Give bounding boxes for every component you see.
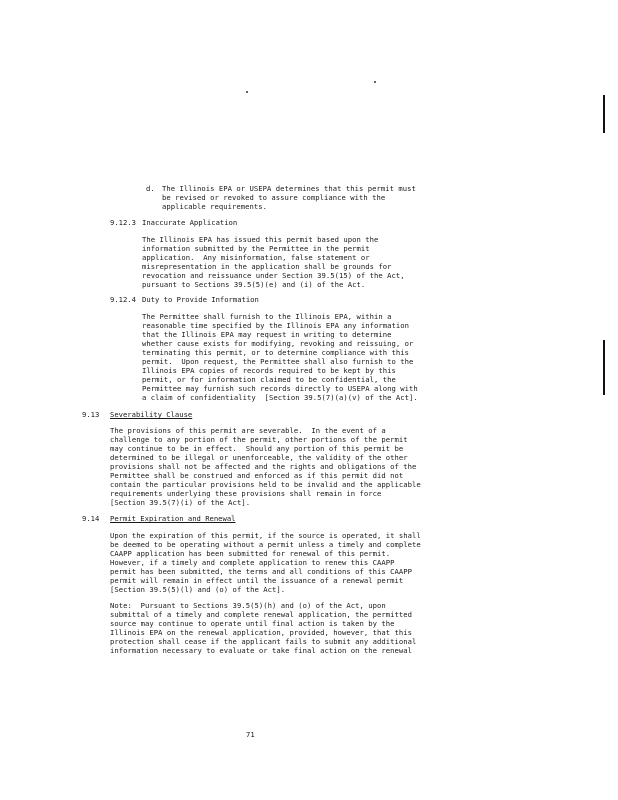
page-number: 71 bbox=[246, 730, 255, 739]
item-d-letter: d. bbox=[146, 184, 155, 193]
text-line: The Illinois EPA has issued this permit based upon the bbox=[142, 235, 379, 244]
section-title: Inaccurate Application bbox=[142, 218, 238, 227]
text-line: Upon the expiration of this permit, if the source is operated, it shall bbox=[110, 531, 421, 540]
margin-bar bbox=[603, 340, 605, 395]
text-line: determined to be illegal or unenforceable, the validity of the other bbox=[110, 453, 408, 462]
text-line: that the Illinois EPA may request in writing to determine bbox=[142, 330, 392, 339]
text-line: information necessary to evaluate or take final action on the renewal bbox=[110, 646, 413, 655]
text-line: be deemed to be operating without a permit unless a timely and complete bbox=[110, 540, 421, 549]
section-number: 9.13 bbox=[82, 410, 100, 419]
text-line: protection shall cease if the applicant fails to submit any additional bbox=[110, 637, 417, 646]
text-line: permit. Upon request, the Permittee shall also furnish to the bbox=[142, 357, 414, 366]
text-line: application. Any misinformation, false statement or bbox=[142, 253, 370, 262]
text-line: pursuant to Sections 39.5(5)(e) and (i) of the Act. bbox=[142, 280, 366, 289]
text-line: source may continue to operate until final action is taken by the bbox=[110, 619, 395, 628]
text-line: The Permittee shall furnish to the Illinois EPA, within a bbox=[142, 312, 392, 321]
text-line: a claim of confidentiality [Section 39.5(7)(a)(v) of the Act]. bbox=[142, 393, 418, 402]
text-line: information submitted by the Permittee in the permit bbox=[142, 244, 370, 253]
section-title: Permit Expiration and Renewal bbox=[110, 514, 236, 523]
text-line: reasonable time specified by the Illinois EPA any information bbox=[142, 321, 410, 330]
text-line: permit has been submitted, the terms and all conditions of this CAAPP bbox=[110, 567, 413, 576]
text-line: Illinois EPA on the renewal application, provided, however, that this bbox=[110, 628, 413, 637]
text-line: applicable requirements. bbox=[162, 202, 268, 211]
text-line: revocation and reissuance under Section 39.5(15) of the Act, bbox=[142, 271, 405, 280]
text-line: be revised or revoked to assure compliance with the bbox=[162, 193, 386, 202]
text-line: may continue to be in effect. Should any portion of this permit be bbox=[110, 444, 404, 453]
text-line: challenge to any portion of the permit, other portions of the permit bbox=[110, 435, 408, 444]
section-title: Severability Clause bbox=[110, 410, 193, 419]
section-title: Duty to Provide Information bbox=[142, 295, 259, 304]
section-number: 9.12.3 bbox=[110, 218, 136, 227]
text-line: Illinois EPA copies of records required to be kept by this bbox=[142, 366, 396, 375]
text-line: Permittee shall be construed and enforced as if this permit did not bbox=[110, 471, 404, 480]
text-line: CAAPP application has been submitted for renewal of this permit. bbox=[110, 549, 391, 558]
text-line: permit, or for information claimed to be confidential, the bbox=[142, 375, 396, 384]
text-line: Note: Pursuant to Sections 39.5(5)(h) and (o) of the Act, upon bbox=[110, 601, 386, 610]
text-line: The Illinois EPA or USEPA determines that this permit must bbox=[162, 184, 416, 193]
text-line: requirements underlying these provisions shall remain in force bbox=[110, 489, 382, 498]
margin-bar bbox=[603, 95, 605, 133]
text-line: whether cause exists for modifying, revoking and reissuing, or bbox=[142, 339, 414, 348]
text-line: misrepresentation in the application shall be grounds for bbox=[142, 262, 392, 271]
scan-speck bbox=[246, 91, 248, 93]
section-number: 9.12.4 bbox=[110, 295, 136, 304]
scan-speck bbox=[374, 81, 376, 83]
text-line: [Section 39.5(5)(l) and (o) of the Act]. bbox=[110, 585, 286, 594]
text-line: The provisions of this permit are severable. In the event of a bbox=[110, 426, 386, 435]
text-line: However, if a timely and complete application to renew this CAAPP bbox=[110, 558, 395, 567]
text-line: submittal of a timely and complete renewal application, the permitted bbox=[110, 610, 413, 619]
text-line: [Section 39.5(7)(i) of the Act]. bbox=[110, 498, 251, 507]
text-line: Permittee may furnish such records directly to USEPA along with bbox=[142, 384, 418, 393]
text-line: provisions shall not be affected and the rights and obligations of the bbox=[110, 462, 417, 471]
section-number: 9.14 bbox=[82, 514, 100, 523]
text-line: contain the particular provisions held to be invalid and the applicable bbox=[110, 480, 421, 489]
text-line: permit will remain in effect until the issuance of a renewal permit bbox=[110, 576, 404, 585]
text-line: terminating this permit, or to determine compliance with this bbox=[142, 348, 410, 357]
